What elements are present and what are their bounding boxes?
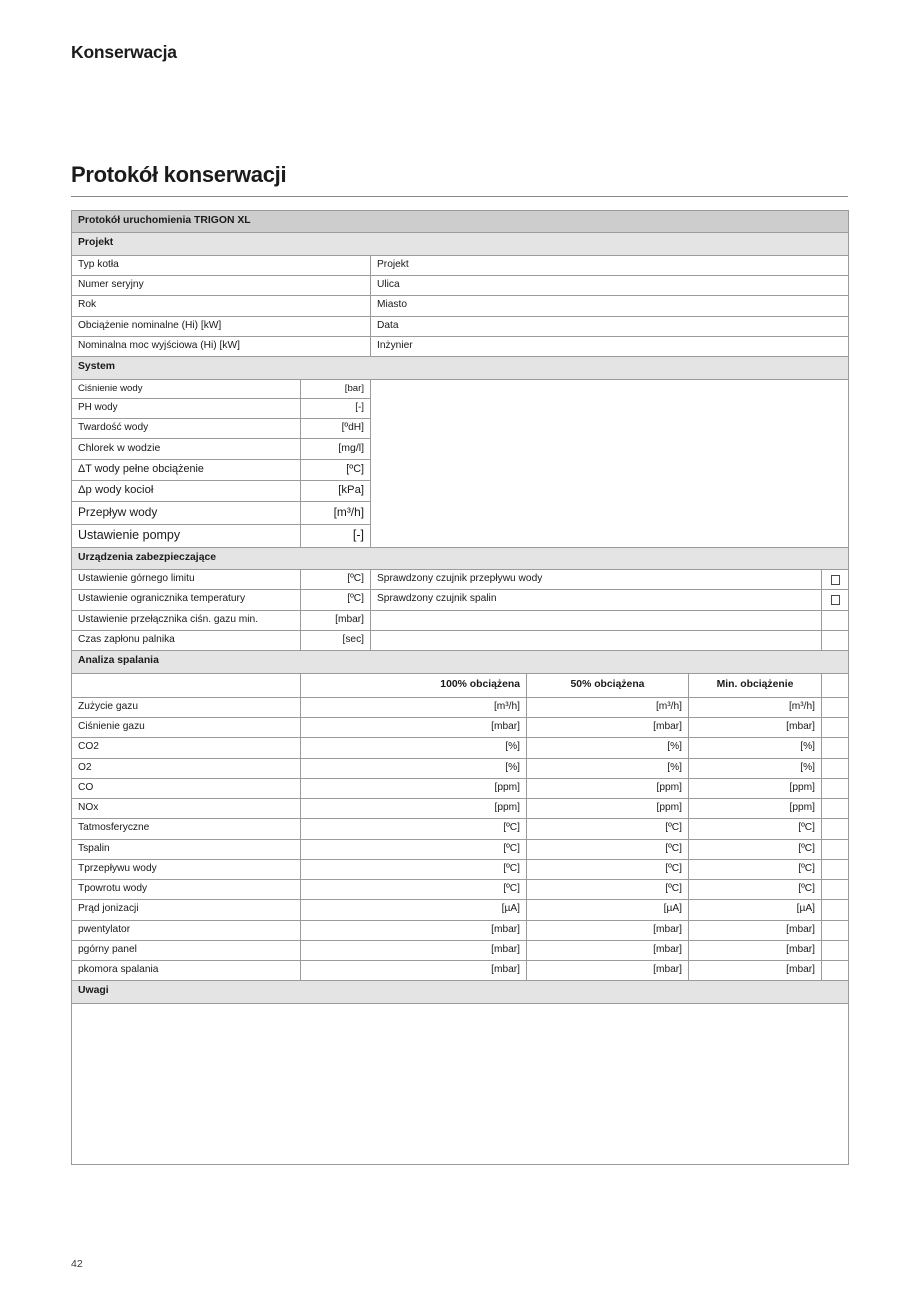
row-unit-100: [%] [505, 761, 520, 773]
row-unit: [mbar] [335, 613, 364, 625]
row-unit-min: [%] [800, 741, 815, 753]
row-label: pwentylator [78, 923, 131, 935]
row-label: CO [78, 781, 94, 793]
row-label: Prąd jonizacji [78, 903, 139, 915]
combustion-unit-min[interactable] [689, 920, 822, 940]
section-header-notes [72, 981, 849, 1003]
banner-cell [72, 211, 849, 233]
row-unit: [ºC] [347, 573, 364, 585]
page-title: Protokół konserwacji [71, 162, 287, 187]
row-unit-50: [ppm] [656, 781, 682, 793]
combustion-label-cell [72, 859, 301, 879]
row-unit-50: [mbar] [653, 721, 682, 733]
safety-unit-cell [301, 610, 371, 630]
row-label: Twardość wody [78, 422, 149, 433]
section-label-notes: Uwagi [78, 985, 109, 997]
table-row [72, 276, 849, 296]
combustion-label-cell [72, 961, 301, 981]
combustion-label-cell [72, 738, 301, 758]
section-header-combustion [72, 651, 849, 673]
table-banner-row [72, 211, 849, 233]
table-row [72, 880, 849, 900]
row-unit-100: [ºC] [503, 842, 520, 854]
system-label-cell [72, 379, 301, 399]
row-unit-min: [mbar] [786, 943, 815, 955]
combustion-unit-min[interactable] [689, 738, 822, 758]
row-label: Czas zapłonu palnika [78, 633, 175, 645]
table-row [72, 570, 849, 590]
table-row [72, 255, 849, 275]
combustion-tail-cell [822, 738, 849, 758]
table-row [72, 336, 849, 356]
combustion-unit-50[interactable] [527, 920, 689, 940]
check-item-label [371, 637, 821, 644]
row-label: NOx [78, 802, 99, 814]
combustion-unit-100[interactable] [301, 698, 527, 718]
row-unit-50: [ºC] [665, 822, 682, 834]
row-label: O2 [78, 761, 92, 773]
row-label: Ustawienie górnego limitu [78, 573, 195, 585]
row-label: Tspalin [78, 842, 110, 854]
row-unit-100: [ppm] [494, 802, 520, 814]
combustion-unit-50[interactable] [527, 819, 689, 839]
projekt-value-cell[interactable] [371, 255, 849, 275]
section-cell-combustion [72, 651, 849, 673]
combustion-label-cell [72, 698, 301, 718]
combustion-unit-50[interactable] [527, 698, 689, 718]
row-unit-50: [%] [667, 741, 682, 753]
row-right-label: Ulica [377, 279, 400, 291]
combustion-tail-cell [822, 940, 849, 960]
table-row [72, 718, 849, 738]
row-label: Rok [78, 299, 97, 311]
combustion-unit-min[interactable] [689, 718, 822, 738]
row-label: pgórny panel [78, 943, 137, 955]
table-row [72, 819, 849, 839]
projekt-value-cell[interactable] [371, 296, 849, 316]
combustion-head-blank [72, 673, 301, 697]
row-unit: [-] [352, 527, 364, 542]
system-unit-cell [301, 399, 371, 419]
safety-unit-cell [301, 630, 371, 650]
combustion-tail-cell [822, 799, 849, 819]
running-head: Konserwacja [71, 42, 177, 62]
combustion-unit-100[interactable] [301, 799, 527, 819]
combustion-tail-cell [822, 920, 849, 940]
combustion-tail-cell [822, 839, 849, 859]
combustion-unit-100[interactable] [301, 900, 527, 920]
row-unit-50: [ºC] [665, 883, 682, 895]
row-label: Ustawienie pompy [78, 527, 181, 542]
combustion-tail-cell [822, 859, 849, 879]
table-row [72, 316, 849, 336]
combustion-unit-min[interactable] [689, 839, 822, 859]
combustion-unit-50[interactable] [527, 799, 689, 819]
safety-checkbox-cell[interactable] [822, 590, 849, 610]
safety-label-cell [72, 570, 301, 590]
combustion-label-cell [72, 758, 301, 778]
combustion-unit-50[interactable] [527, 859, 689, 879]
section-header-system [72, 357, 849, 379]
row-label: Tatmosferyczne [78, 822, 150, 834]
combustion-unit-min[interactable] [689, 758, 822, 778]
row-unit-min: [ºC] [798, 842, 815, 854]
section-label-combustion: Analiza spalania [78, 655, 159, 667]
combustion-tail-cell [822, 819, 849, 839]
table-row [72, 296, 849, 316]
projekt-value-cell[interactable] [371, 336, 849, 356]
table-row [72, 698, 849, 718]
row-unit-min: [ppm] [789, 781, 815, 793]
combustion-unit-50[interactable] [527, 940, 689, 960]
row-unit: [mg/l] [338, 442, 364, 455]
row-unit-100: [ºC] [503, 822, 520, 834]
system-entry-area[interactable] [371, 379, 849, 547]
row-unit-min: [µA] [796, 903, 815, 915]
section-cell-system [72, 357, 849, 379]
combustion-head-min [689, 673, 822, 697]
row-label: Obciążenie nominalne (Hi) [kW] [78, 319, 222, 331]
row-unit-50: [ºC] [665, 862, 682, 874]
combustion-label-cell [72, 799, 301, 819]
combustion-unit-100[interactable] [301, 819, 527, 839]
row-unit: [m³/h] [333, 505, 364, 520]
row-unit-min: [mbar] [786, 964, 815, 976]
table-row [72, 778, 849, 798]
system-label-cell [72, 419, 301, 439]
row-unit-100: [ºC] [503, 862, 520, 874]
safety-label-cell [72, 610, 301, 630]
combustion-tail-cell [822, 698, 849, 718]
table-row [72, 379, 849, 399]
check-item-label: Sprawdzony czujnik spalin [377, 593, 497, 605]
row-unit: [bar] [344, 382, 364, 394]
combustion-label-cell [72, 819, 301, 839]
row-unit: [-] [355, 402, 364, 414]
combustion-label-cell [72, 880, 301, 900]
combustion-unit-min[interactable] [689, 859, 822, 879]
combustion-unit-100[interactable] [301, 859, 527, 879]
combustion-unit-min[interactable] [689, 940, 822, 960]
row-unit-100: [m³/h] [493, 701, 520, 712]
column-header-load-100: 100% obciążena [440, 678, 520, 690]
row-label: Ciśnienie gazu [78, 721, 145, 733]
combustion-tail-cell [822, 718, 849, 738]
safety-unit-cell [301, 570, 371, 590]
projekt-value-cell[interactable] [371, 276, 849, 296]
row-unit-50: [ºC] [665, 842, 682, 854]
safety-checkbox-cell[interactable] [822, 630, 849, 650]
section-cell-notes [72, 981, 849, 1003]
row-unit: [ºC] [347, 593, 364, 605]
table-row [72, 961, 849, 981]
row-unit-min: [m³/h] [788, 701, 815, 712]
row-unit-50: [mbar] [653, 943, 682, 955]
table-row [72, 738, 849, 758]
combustion-unit-50[interactable] [527, 758, 689, 778]
combustion-unit-min[interactable] [689, 900, 822, 920]
combustion-column-header-row [72, 673, 849, 697]
combustion-label-cell [72, 940, 301, 960]
combustion-unit-min[interactable] [689, 778, 822, 798]
row-unit-min: [ºC] [798, 862, 815, 874]
row-unit-min: [mbar] [786, 721, 815, 733]
row-label: Numer seryjny [78, 279, 144, 291]
safety-check-label-cell [371, 590, 822, 610]
row-unit-min: [ºC] [798, 883, 815, 895]
row-label: CO2 [78, 741, 99, 753]
row-unit-min: [%] [800, 761, 815, 773]
combustion-tail-cell [822, 778, 849, 798]
combustion-unit-50[interactable] [527, 718, 689, 738]
row-unit-100: [ppm] [494, 781, 520, 793]
row-label: Zużycie gazu [78, 701, 139, 712]
column-header-blank [72, 682, 300, 689]
table-row [72, 859, 849, 879]
row-right-label: Data [377, 319, 399, 331]
combustion-unit-50[interactable] [527, 880, 689, 900]
combustion-unit-min[interactable] [689, 819, 822, 839]
combustion-label-cell [72, 839, 301, 859]
table-row [72, 758, 849, 778]
row-label: Ustawienie ogranicznika temperatury [78, 593, 246, 605]
row-label: Tpowrotu wody [78, 883, 148, 895]
row-unit-min: [ppm] [789, 802, 815, 814]
page-number: 42 [71, 1258, 83, 1270]
table-row [72, 590, 849, 610]
row-unit-100: [mbar] [491, 964, 520, 976]
row-unit-100: [mbar] [491, 923, 520, 935]
combustion-unit-100[interactable] [301, 758, 527, 778]
combustion-unit-50[interactable] [527, 961, 689, 981]
row-label: Tprzepływu wody [78, 862, 157, 874]
combustion-unit-100[interactable] [301, 718, 527, 738]
safety-check-label-cell[interactable] [371, 610, 822, 630]
combustion-tail-cell [822, 880, 849, 900]
combustion-unit-100[interactable] [301, 880, 527, 900]
column-header-load-50: 50% obciążena [570, 678, 645, 690]
system-label-cell [72, 480, 301, 502]
safety-check-label-cell [371, 570, 822, 590]
combustion-unit-100[interactable] [301, 778, 527, 798]
combustion-head-50 [527, 673, 689, 697]
projekt-label-cell [72, 276, 371, 296]
combustion-unit-100[interactable] [301, 940, 527, 960]
row-unit-100: [%] [505, 741, 520, 753]
table-row [72, 630, 849, 650]
section-label-system: System [78, 361, 115, 373]
combustion-unit-100[interactable] [301, 920, 527, 940]
system-unit-cell [301, 459, 371, 480]
system-unit-cell [301, 502, 371, 524]
row-unit-50: [ppm] [656, 802, 682, 814]
system-label-cell [72, 459, 301, 480]
row-unit-min: [mbar] [786, 923, 815, 935]
notes-value [72, 1080, 848, 1087]
title-divider [71, 196, 848, 197]
row-unit: [sec] [342, 633, 364, 645]
section-label-safety: Urządzenia zabezpieczające [78, 551, 217, 563]
table-row [72, 900, 849, 920]
system-unit-cell [301, 524, 371, 547]
combustion-unit-min[interactable] [689, 961, 822, 981]
safety-label-cell [72, 630, 301, 650]
row-unit-50: [mbar] [653, 923, 682, 935]
row-unit: [kPa] [338, 483, 364, 496]
table-row [72, 610, 849, 630]
table-row [72, 799, 849, 819]
row-label: Typ kotła [78, 258, 119, 270]
row-right-label: Projekt [377, 258, 409, 270]
row-unit-50: [%] [667, 761, 682, 773]
checkbox-icon[interactable] [831, 575, 840, 585]
column-header-load-min: Min. obciążenie [716, 678, 794, 690]
system-unit-cell [301, 439, 371, 460]
table-row [72, 839, 849, 859]
system-label-cell [72, 439, 301, 460]
row-unit: [ºC] [346, 462, 364, 475]
row-label: ΔT wody pełne obciążenie [78, 462, 204, 475]
combustion-unit-100[interactable] [301, 961, 527, 981]
projekt-label-cell [72, 316, 371, 336]
row-right-label: Inżynier [377, 339, 413, 351]
row-label: pkomora spalania [78, 964, 159, 976]
row-unit-100: [ºC] [503, 883, 520, 895]
section-header-projekt [72, 233, 849, 255]
banner-label: Protokół uruchomienia TRIGON XL [78, 215, 251, 226]
check-item-label [371, 617, 821, 624]
section-cell-safety [72, 547, 849, 569]
row-unit-100: [µA] [501, 903, 520, 915]
combustion-unit-min[interactable] [689, 698, 822, 718]
table-row [72, 920, 849, 940]
row-label: Chlorek w wodzie [78, 442, 161, 455]
combustion-tail-cell [822, 900, 849, 920]
safety-checkbox-cell[interactable] [822, 570, 849, 590]
row-label: Przepływ wody [78, 505, 158, 520]
combustion-label-cell [72, 900, 301, 920]
row-unit-50: [m³/h] [655, 701, 682, 712]
system-unit-cell [301, 419, 371, 439]
row-label: Ustawienie przełącznika ciśn. gazu min. [78, 613, 259, 625]
check-item-label: Sprawdzony czujnik przepływu wody [377, 573, 543, 585]
combustion-unit-min[interactable] [689, 880, 822, 900]
safety-label-cell [72, 590, 301, 610]
projekt-value-cell[interactable] [371, 316, 849, 336]
row-unit-100: [mbar] [491, 943, 520, 955]
system-unit-cell [301, 480, 371, 502]
row-unit-50: [mbar] [653, 964, 682, 976]
combustion-unit-50[interactable] [527, 900, 689, 920]
commissioning-protocol-table [71, 210, 849, 1165]
section-label-projekt: Projekt [78, 237, 114, 249]
combustion-unit-min[interactable] [689, 799, 822, 819]
row-label: Nominalna moc wyjściowa (Hi) [kW] [78, 339, 240, 351]
system-label-cell [72, 399, 301, 419]
safety-check-label-cell[interactable] [371, 630, 822, 650]
row-label: Ciśnienie wody [78, 382, 143, 394]
row-unit: [ºdH] [341, 422, 364, 433]
projekt-label-cell [72, 255, 371, 275]
section-cell-projekt [72, 233, 849, 255]
row-label: PH wody [78, 402, 118, 414]
system-unit-cell [301, 379, 371, 399]
row-unit-100: [mbar] [491, 721, 520, 733]
combustion-unit-100[interactable] [301, 839, 527, 859]
notes-row [72, 1003, 849, 1164]
combustion-label-cell [72, 778, 301, 798]
safety-unit-cell [301, 590, 371, 610]
row-label: Δp wody kocioł [78, 483, 154, 496]
notes-entry-area[interactable] [72, 1003, 849, 1164]
combustion-label-cell [72, 920, 301, 940]
row-unit-50: [µA] [663, 903, 682, 915]
combustion-head-100 [301, 673, 527, 697]
combustion-unit-100[interactable] [301, 738, 527, 758]
row-unit-min: [ºC] [798, 822, 815, 834]
system-label-cell [72, 502, 301, 524]
table-row [72, 940, 849, 960]
combustion-unit-50[interactable] [527, 738, 689, 758]
section-header-safety [72, 547, 849, 569]
projekt-label-cell [72, 336, 371, 356]
combustion-tail-cell [822, 758, 849, 778]
combustion-unit-50[interactable] [527, 839, 689, 859]
combustion-head-tail [822, 673, 849, 697]
combustion-label-cell [72, 718, 301, 738]
checkbox-icon[interactable] [831, 595, 840, 605]
projekt-label-cell [72, 296, 371, 316]
combustion-unit-50[interactable] [527, 778, 689, 798]
row-right-label: Miasto [377, 299, 408, 311]
combustion-tail-cell [822, 961, 849, 981]
safety-checkbox-cell[interactable] [822, 610, 849, 630]
system-label-cell [72, 524, 301, 547]
